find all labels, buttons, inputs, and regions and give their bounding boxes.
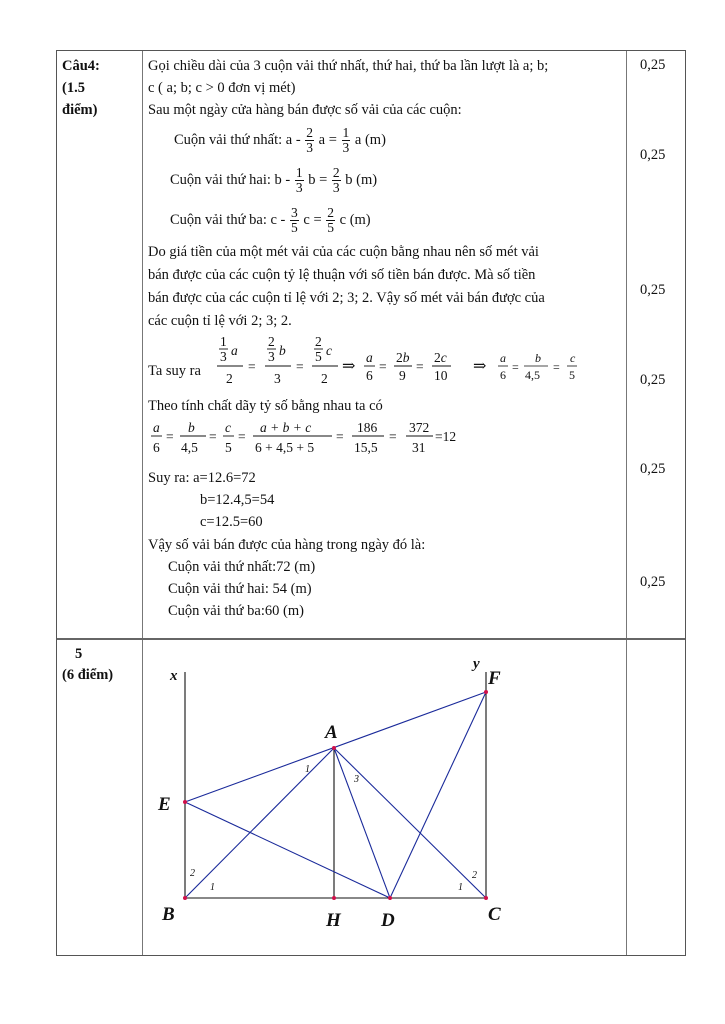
- fraction: $\frac{2}{3}$: [332, 165, 340, 196]
- svg-text:b: b: [535, 351, 541, 365]
- point-b: [183, 896, 187, 900]
- angle-c1: 1: [458, 882, 463, 893]
- score-5: 0,25: [640, 461, 666, 477]
- svg-text:=: =: [296, 359, 304, 374]
- point-a: [332, 746, 336, 750]
- q4-para-1: Do giá tiền của một mét vải của các cuộn bằng nhau nên số mét vải: [148, 244, 539, 260]
- point-f: [484, 690, 488, 694]
- roll2-suffix: b (m): [345, 172, 378, 188]
- svg-text:=: =: [248, 359, 256, 374]
- svg-text:2: 2: [321, 371, 328, 386]
- score-3: 0,25: [640, 282, 666, 298]
- q4-suy-ra: Suy ra: a=12.6=72: [148, 470, 256, 486]
- segment-ab: [185, 748, 334, 898]
- roll2-mid: b =: [308, 172, 328, 188]
- svg-text:10: 10: [434, 368, 448, 383]
- svg-text:2c: 2c: [434, 350, 447, 365]
- value-15-5: 15,5: [354, 440, 378, 455]
- svg-text:3: 3: [274, 371, 281, 386]
- svg-text:6: 6: [366, 368, 373, 383]
- q4-label-1: Câu4:: [62, 58, 100, 74]
- q4-para-3: bán được của các cuộn tỉ lệ với 2; 3; 2. Vậy số mét vải bán được của: [148, 290, 545, 306]
- svg-text:⇒: ⇒: [473, 358, 487, 375]
- angle-a1: 1: [305, 764, 310, 775]
- fraction: $\frac{2}{3}$: [306, 125, 314, 156]
- label-a: A: [325, 722, 338, 743]
- tasuyra-label: Ta suy ra: [148, 363, 201, 379]
- q4-c-eq: c=12.5=60: [200, 514, 263, 530]
- roll2-prefix: Cuộn vải thứ hai: b -: [170, 172, 291, 188]
- q4-para-4: các cuộn tỉ lệ với 2; 3; 2.: [148, 313, 292, 329]
- svg-text:=: =: [238, 429, 246, 444]
- svg-text:2: 2: [315, 334, 322, 349]
- q4-answer-2: Cuộn vải thứ hai: 54 (m): [168, 581, 312, 597]
- q4-after-day: Sau một ngày cửa hàng bán được số vải của các cuộn:: [148, 102, 462, 118]
- q4-intro-1: Gọi chiều dài của 3 cuộn vải thứ nhất, thứ hai, thứ ba lần lượt là a; b;: [148, 58, 549, 74]
- point-d: [388, 896, 392, 900]
- q5-label-2: (6 điểm): [62, 667, 114, 683]
- q4-answer-3: Cuộn vải thứ ba:60 (m): [168, 603, 304, 619]
- q4-label-2: (1.5: [62, 80, 85, 96]
- angle-b1: 1: [210, 882, 215, 893]
- score-2: 0,25: [640, 147, 666, 163]
- roll1-mid: a =: [318, 132, 337, 148]
- point-c: [484, 896, 488, 900]
- label-e: E: [158, 794, 171, 815]
- svg-text:c: c: [225, 420, 231, 435]
- point-h: [332, 896, 336, 900]
- angle-a3: 3: [354, 774, 359, 785]
- roll3-suffix: c (m): [339, 212, 371, 228]
- value-372: 372: [409, 420, 430, 435]
- svg-text:9: 9: [399, 368, 406, 383]
- svg-text:a: a: [366, 350, 373, 365]
- value-result: =12: [435, 429, 457, 444]
- svg-text:3: 3: [268, 349, 275, 364]
- q4-b-eq: b=12.4,5=54: [200, 492, 275, 508]
- svg-text:4,5: 4,5: [181, 440, 198, 455]
- svg-text:5: 5: [225, 440, 232, 455]
- svg-text:a: a: [231, 343, 238, 358]
- score-4: 0,25: [640, 372, 666, 388]
- sum-numerator: a + b + c: [260, 420, 312, 435]
- q5-label-1: 5: [75, 646, 83, 662]
- svg-text:=: =: [553, 360, 560, 374]
- svg-text:2b: 2b: [396, 350, 410, 365]
- roll3-prefix: Cuộn vải thứ ba: c -: [170, 212, 286, 228]
- svg-text:c: c: [326, 343, 332, 358]
- svg-text:6: 6: [500, 368, 506, 382]
- q4-intro-2: c ( a; b; c > 0 đơn vị mét): [148, 80, 296, 96]
- point-e: [183, 800, 187, 804]
- svg-text:5: 5: [569, 368, 575, 382]
- score-6: 0,25: [640, 574, 666, 590]
- fraction: $\frac{3}{5}$: [291, 205, 298, 236]
- q4-by-property: Theo tính chất dãy tỷ số bằng nhau ta có: [148, 398, 383, 414]
- svg-text:⇒: ⇒: [342, 358, 356, 375]
- label-d: D: [381, 910, 395, 931]
- svg-text:=: =: [336, 429, 344, 444]
- q4-conclusion: Vậy số vải bán được của hàng trong ngày đó là:: [148, 537, 426, 553]
- label-c: C: [488, 904, 501, 925]
- label-b: B: [162, 904, 175, 925]
- q4-para-2: bán được của các cuộn tỷ lệ thuận với số tiền bán được. Mà số tiền: [148, 267, 536, 283]
- svg-text:=: =: [416, 359, 424, 374]
- sum-denominator: 6 + 4,5 + 5: [255, 440, 315, 455]
- angle-c2: 2: [472, 870, 477, 881]
- svg-text:a: a: [153, 420, 160, 435]
- svg-text:b: b: [188, 420, 195, 435]
- svg-text:=: =: [389, 429, 397, 444]
- svg-text:=: =: [379, 359, 387, 374]
- svg-text:=: =: [209, 429, 217, 444]
- svg-text:4,5: 4,5: [525, 368, 540, 382]
- label-y: y: [473, 656, 480, 672]
- svg-text:1: 1: [220, 334, 227, 349]
- svg-text:6: 6: [153, 440, 160, 455]
- svg-text:=: =: [166, 429, 174, 444]
- segment-ac: [334, 748, 486, 898]
- svg-text:a: a: [500, 351, 506, 365]
- svg-text:b: b: [279, 343, 286, 358]
- fraction: $\frac{1}{3}$: [342, 125, 350, 156]
- svg-text:=: =: [512, 360, 519, 374]
- q4-answer-1: Cuộn vải thứ nhất:72 (m): [168, 559, 316, 575]
- label-f: F: [488, 668, 501, 689]
- roll1-suffix: a (m): [354, 132, 386, 148]
- fraction: $\frac{2}{5}$: [327, 205, 335, 236]
- label-h: H: [326, 910, 341, 931]
- value-186: 186: [357, 420, 378, 435]
- svg-text:3: 3: [220, 349, 227, 364]
- q4-label-3: điểm): [62, 102, 98, 118]
- angle-b2: 2: [190, 868, 195, 879]
- segment-fd: [390, 692, 486, 898]
- svg-text:c: c: [570, 351, 576, 365]
- fraction: $\frac{1}{3}$: [295, 165, 303, 196]
- svg-text:2: 2: [226, 371, 233, 386]
- score-1: 0,25: [640, 57, 666, 73]
- roll3-mid: c =: [303, 212, 322, 228]
- svg-text:5: 5: [315, 349, 322, 364]
- label-x: x: [170, 668, 178, 684]
- value-31: 31: [412, 440, 426, 455]
- roll1-prefix: Cuộn vải thứ nhất: a -: [174, 132, 301, 148]
- svg-text:2: 2: [268, 334, 275, 349]
